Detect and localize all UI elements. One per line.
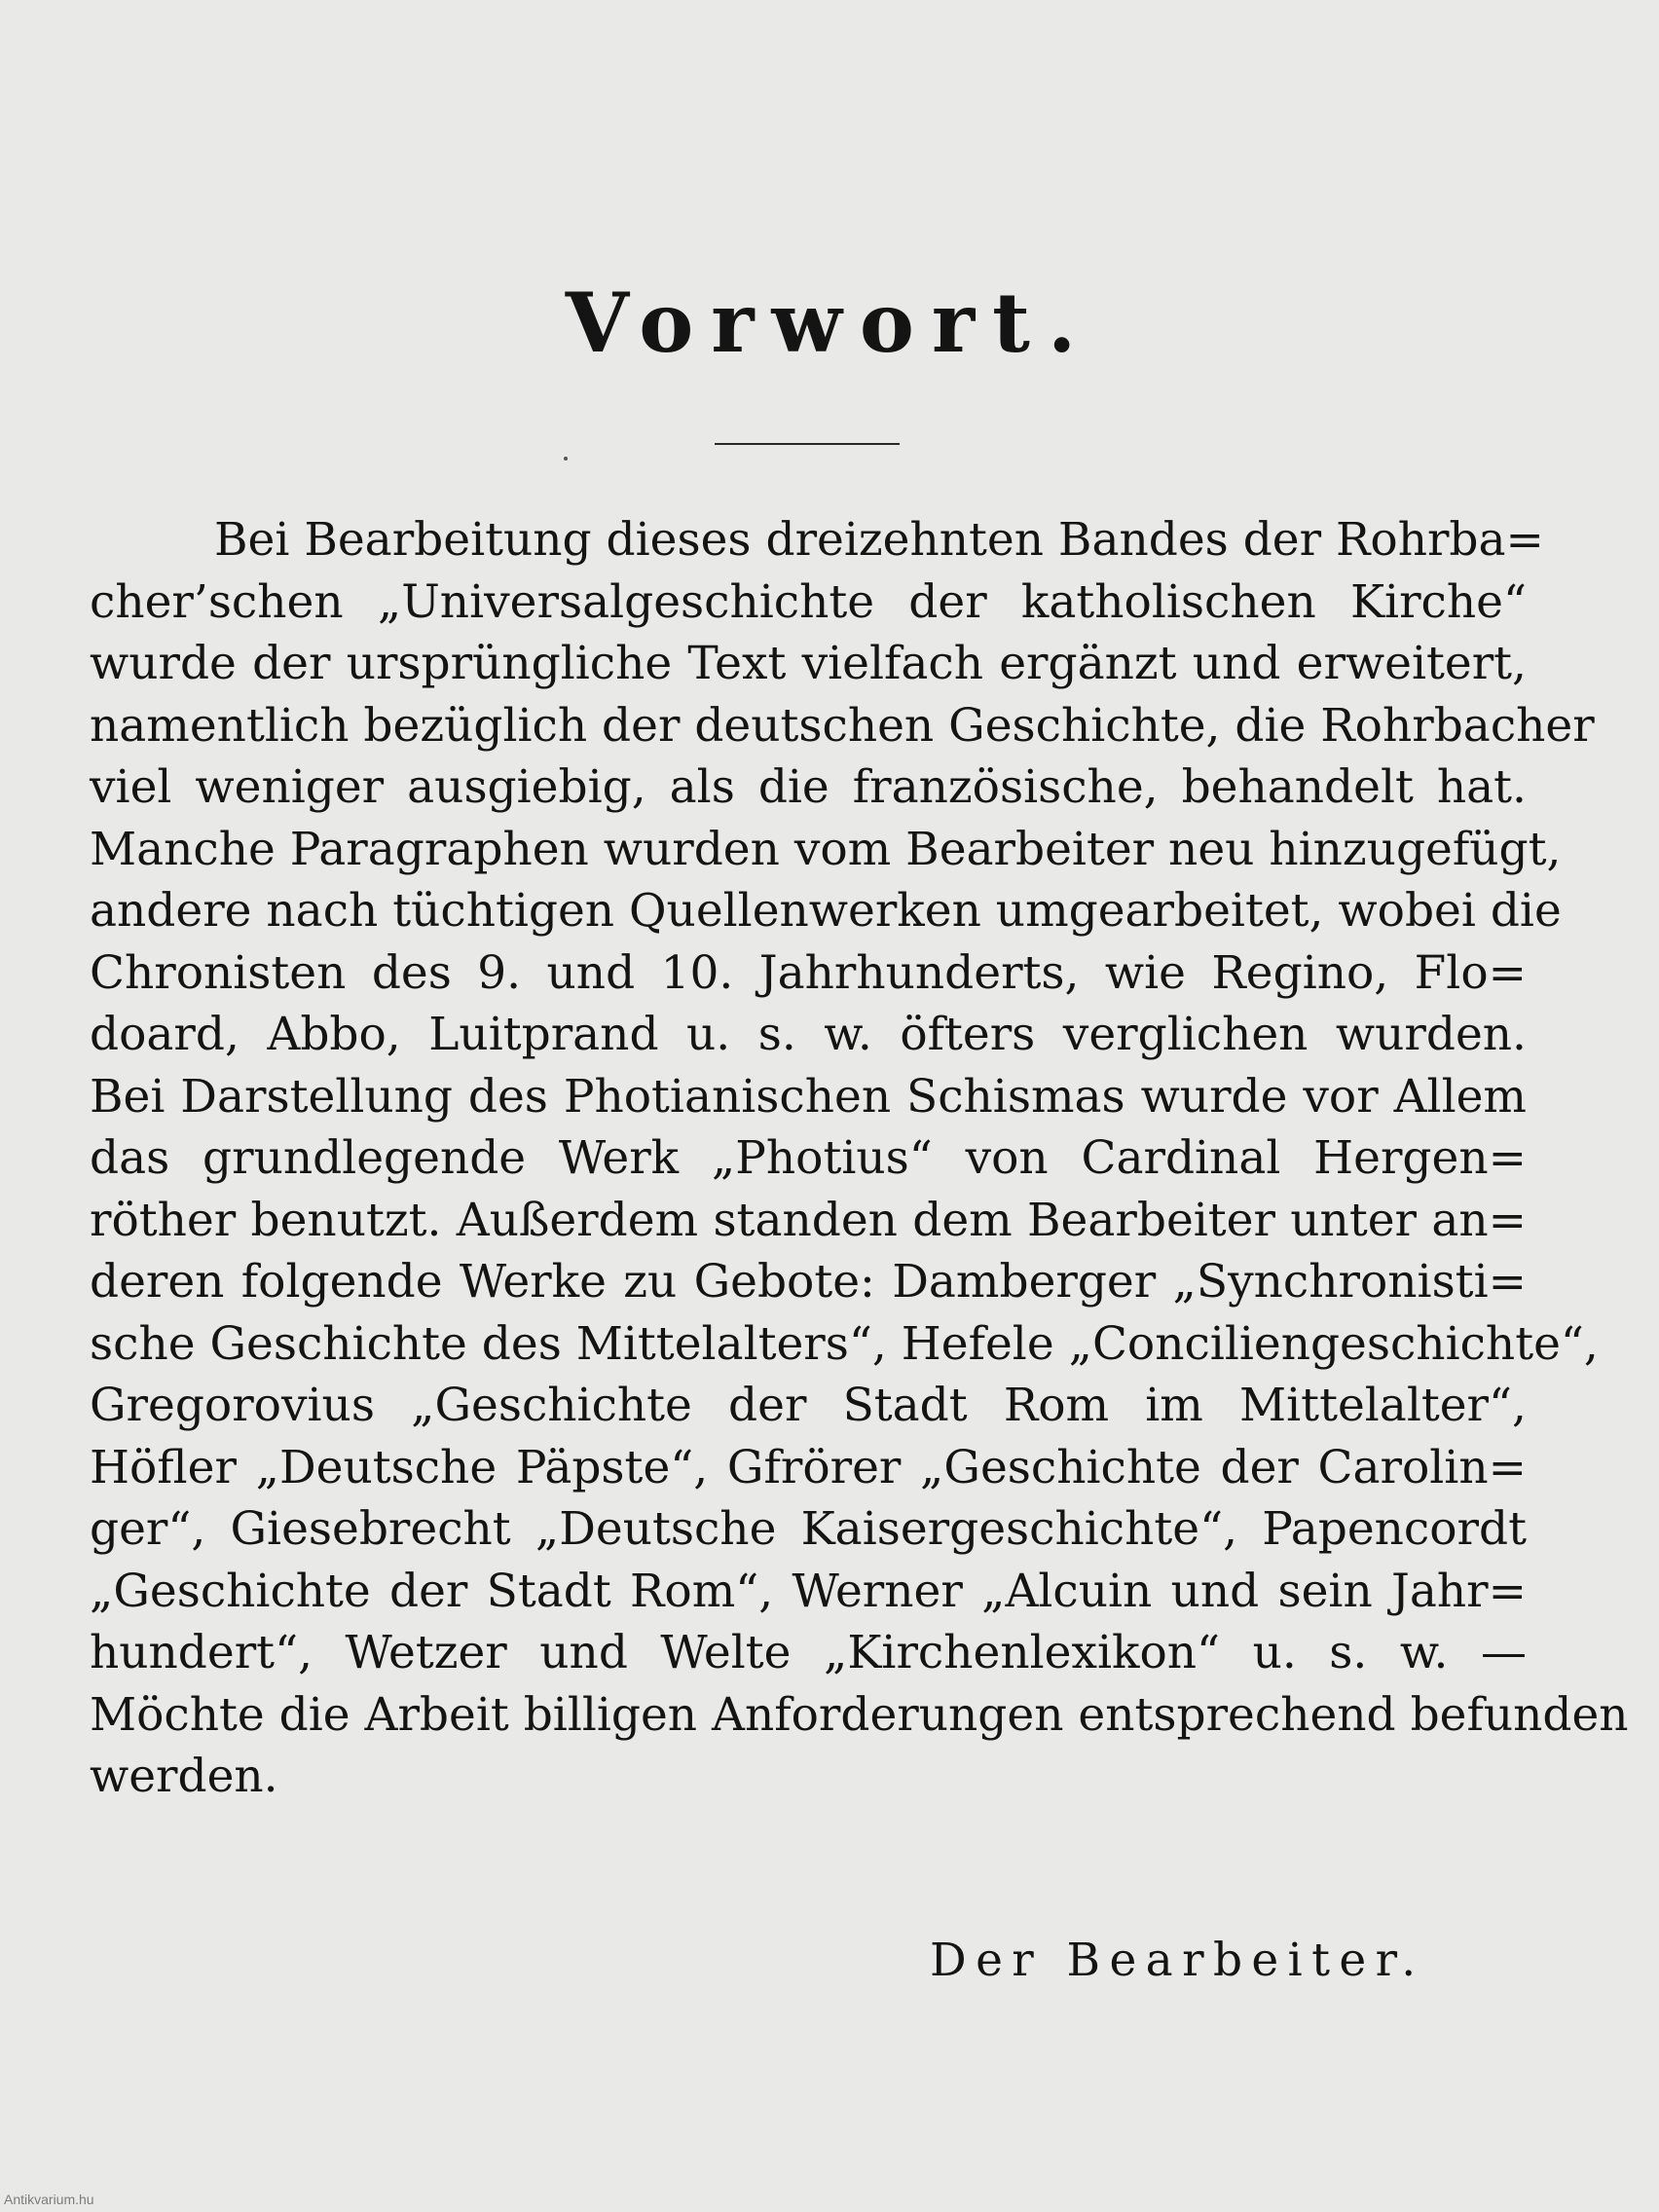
paragraph-line: cher’schen „Universalgeschichte der katholischen Kirche“ [90, 574, 1527, 629]
paragraph-line: deren folgende Werke zu Gebote: Damberger „Synchronisti= [90, 1255, 1527, 1309]
paragraph-line: Höfler „Deutsche Päpste“, Gfrörer „Geschichte der Carolin= [90, 1440, 1527, 1494]
paragraph-line: röther benutzt. Außerdem standen dem Bearbeiter unter an= [90, 1193, 1527, 1247]
page-title: Vorwort. [565, 275, 1094, 371]
preface-paragraph [90, 509, 1629, 1808]
paragraph-line: werden. [90, 1750, 278, 1803]
paragraph-line: doard, Abbo, Luitprand u. s. w. öfters verglichen wurden. [90, 1008, 1527, 1061]
paragraph-line: namentlich bezüglich der deutschen Geschichte, die Rohrbacher [90, 698, 1595, 753]
paragraph-line: das grundlegende Werk „Photius“ von Cardinal Hergen= [90, 1131, 1527, 1185]
paragraph-line: Chronisten des 9. und 10. Jahrhunderts, wie Regino, Flo= [90, 945, 1527, 1000]
paragraph-line: hundert“, Wetzer und Welte „Kirchenlexikon“ u. s. w. — [90, 1626, 1527, 1679]
paper-speck [564, 457, 568, 461]
title-divider [715, 443, 900, 445]
paragraph-line: wurde der ursprüngliche Text vielfach ergänzt und erweitert, [90, 637, 1527, 690]
paragraph-line: Bei Bearbeitung dieses dreizehnten Bandes der Rohrba= [214, 513, 1544, 567]
paragraph-line: viel weniger ausgiebig, als die französische, behandelt hat. [90, 760, 1527, 814]
paragraph-line: andere nach tüchtigen Quellenwerken umgearbeitet, wobei die [90, 884, 1562, 938]
paragraph-line: Möchte die Arbeit billigen Anforderungen entsprechend befunden [90, 1687, 1629, 1742]
paragraph-line: Manche Paragraphen wurden vom Bearbeiter neu hinzugefügt, [90, 822, 1562, 876]
paragraph-line: Bei Darstellung des Photianischen Schismas wurde vor Allem [90, 1069, 1527, 1124]
paragraph-line: Gregorovius „Geschichte der Stadt Rom im Mittelalter“, [90, 1379, 1527, 1432]
paragraph-line: „Geschichte der Stadt Rom“, Werner „Alcuin und sein Jahr= [90, 1564, 1527, 1618]
paragraph-line: sche Geschichte des Mittelalters“, Hefele „Conciliengeschichte“, [90, 1316, 1599, 1371]
signature: Der Bearbeiter. [930, 1934, 1425, 1987]
watermark: Antikvarium.hu [4, 2192, 94, 2207]
paragraph-line: ger“, Giesebrecht „Deutsche Kaisergeschichte“, Papencordt [90, 1502, 1527, 1556]
